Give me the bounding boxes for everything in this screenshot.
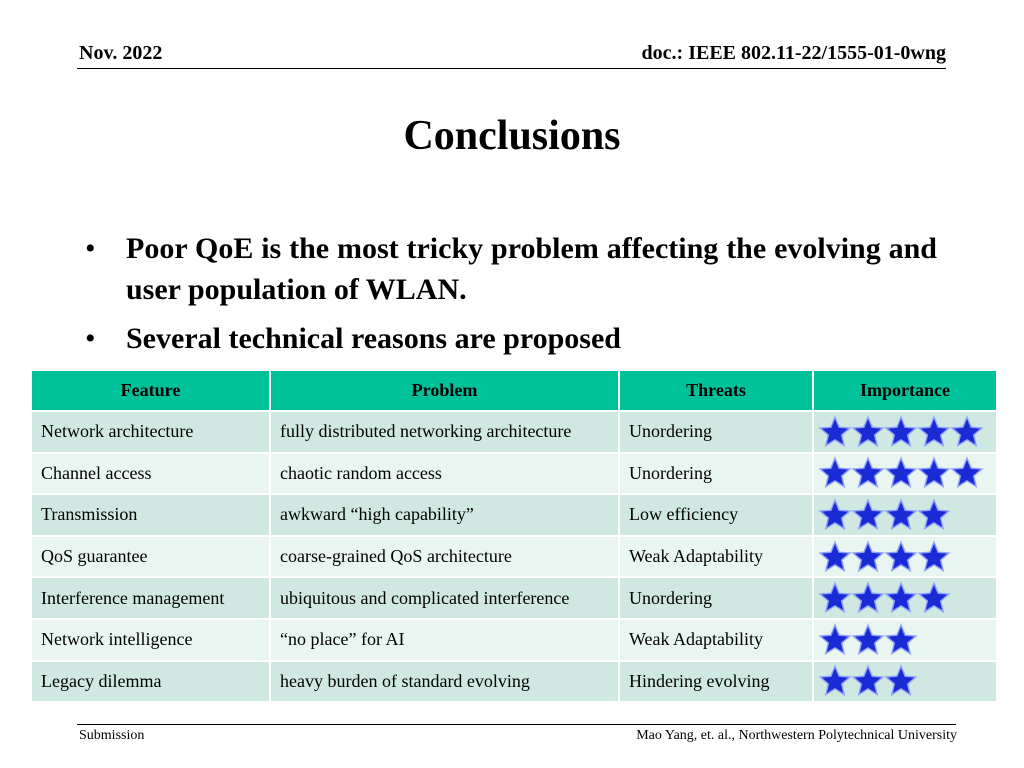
threat-cell: Unordering [619, 577, 813, 619]
footer-rule [77, 724, 956, 725]
star-icon [851, 415, 885, 449]
star-icon [818, 456, 852, 490]
table-header-row [31, 370, 997, 411]
star-icon [851, 456, 885, 490]
star-icon [851, 664, 885, 698]
star-icon [818, 498, 852, 532]
table-row [31, 411, 997, 453]
bullet-dot-icon: • [85, 232, 96, 265]
column-header-threats: Threats [619, 370, 813, 411]
importance-stars [818, 415, 996, 449]
star-icon [818, 540, 852, 574]
problem-cell: awkward “high capability” [270, 494, 619, 536]
importance-stars [818, 664, 996, 698]
importance-stars [818, 456, 996, 490]
feature-cell: QoS guarantee [31, 536, 270, 578]
importance-cell [813, 536, 997, 578]
bullet-text: Several technical reasons are proposed [126, 322, 621, 355]
bullet-item [85, 228, 937, 310]
header-date: Nov. 2022 [79, 42, 163, 64]
bullet-item [85, 318, 937, 359]
importance-cell [813, 453, 997, 495]
bullet-list [85, 228, 937, 367]
star-icon [818, 664, 852, 698]
feature-cell: Transmission [31, 494, 270, 536]
problem-cell: coarse-grained QoS architecture [270, 536, 619, 578]
slide-title: Conclusions [403, 113, 621, 159]
problem-cell: ubiquitous and complicated interference [270, 577, 619, 619]
importance-stars [818, 623, 996, 657]
star-icon [917, 581, 951, 615]
star-icon [818, 415, 852, 449]
bullet-dot-icon: • [85, 322, 96, 355]
star-icon [884, 581, 918, 615]
problem-cell: heavy burden of standard evolving [270, 661, 619, 703]
column-header-feature: Feature [31, 370, 270, 411]
star-icon [917, 456, 951, 490]
importance-cell [813, 577, 997, 619]
star-icon [851, 498, 885, 532]
header-doc-id: doc.: IEEE 802.11-22/1555-01-0wng [641, 42, 946, 64]
bullet-text: Poor QoE is the most tricky problem affecting the evolving and user population of WLAN. [126, 232, 937, 306]
star-icon [884, 415, 918, 449]
column-header-importance: Importance [813, 370, 997, 411]
table-row [31, 536, 997, 578]
feature-cell: Channel access [31, 453, 270, 495]
importance-cell [813, 411, 997, 453]
footer-submission: Submission [79, 728, 145, 743]
threat-cell: Low efficiency [619, 494, 813, 536]
importance-stars [818, 498, 996, 532]
table-row [31, 494, 997, 536]
problem-cell: fully distributed networking architecture [270, 411, 619, 453]
star-icon [884, 540, 918, 574]
star-icon [950, 415, 984, 449]
importance-cell [813, 619, 997, 661]
star-icon [884, 498, 918, 532]
feature-cell: Network architecture [31, 411, 270, 453]
star-icon [851, 540, 885, 574]
threat-cell: Unordering [619, 411, 813, 453]
problem-cell: “no place” for AI [270, 619, 619, 661]
star-icon [851, 623, 885, 657]
star-icon [884, 664, 918, 698]
feature-cell: Network intelligence [31, 619, 270, 661]
threat-cell: Weak Adaptability [619, 536, 813, 578]
star-icon [818, 623, 852, 657]
importance-cell [813, 494, 997, 536]
feature-cell: Interference management [31, 577, 270, 619]
star-icon [884, 623, 918, 657]
table-row [31, 577, 997, 619]
feature-cell: Legacy dilemma [31, 661, 270, 703]
table-row [31, 453, 997, 495]
star-icon [950, 456, 984, 490]
star-icon [917, 415, 951, 449]
table-row [31, 661, 997, 703]
column-header-problem: Problem [270, 370, 619, 411]
problem-cell: chaotic random access [270, 453, 619, 495]
importance-stars [818, 540, 996, 574]
header-rule [77, 68, 946, 69]
threat-cell: Hindering evolving [619, 661, 813, 703]
star-icon [851, 581, 885, 615]
importance-cell [813, 661, 997, 703]
footer-authors: Mao Yang, et. al., Northwestern Polytechnical University [636, 728, 957, 743]
table-row [31, 619, 997, 661]
threat-cell: Unordering [619, 453, 813, 495]
star-icon [884, 456, 918, 490]
star-icon [917, 540, 951, 574]
importance-stars [818, 581, 996, 615]
star-icon [917, 498, 951, 532]
threat-cell: Weak Adaptability [619, 619, 813, 661]
star-icon [818, 581, 852, 615]
conclusions-table [30, 369, 998, 703]
